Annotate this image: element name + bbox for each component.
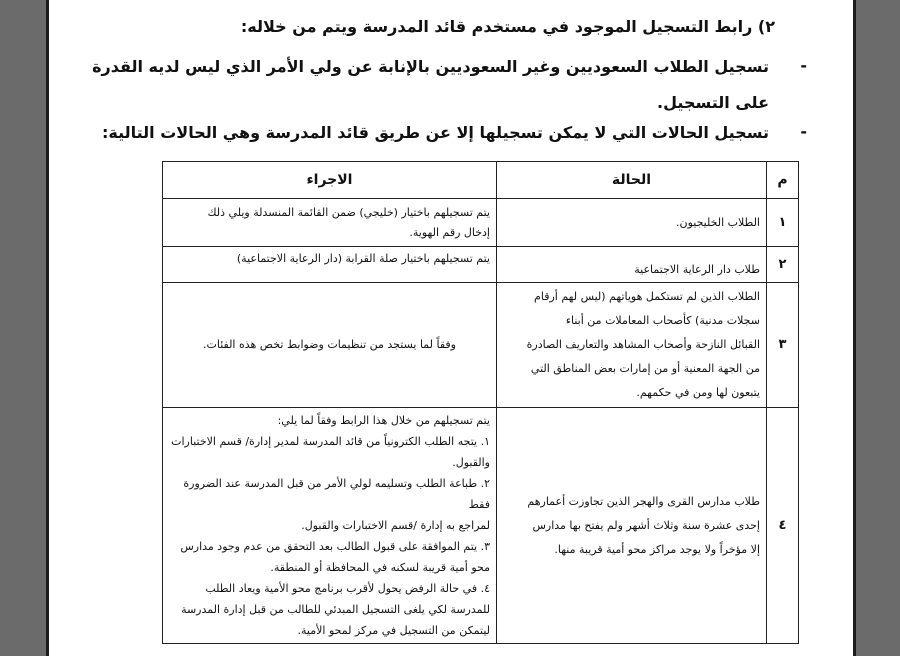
table-header-row xyxy=(163,162,799,199)
action-text: لمراجع به إدارة /قسم الاختبارات والقبول. xyxy=(301,519,490,532)
action-text: إدخال رقم الهوية. xyxy=(409,225,490,239)
case-text: يتبعون لها ومن في حكمهم. xyxy=(636,386,760,399)
case-text: القبائل النازحة وأصحاب المشاهد والتعاريف الصادرة xyxy=(526,338,760,351)
bullet-mark: - xyxy=(800,56,807,75)
document-page xyxy=(46,0,856,656)
case-text: الطلاب الخليجيون. xyxy=(676,215,760,229)
action-cell xyxy=(163,283,497,408)
case-text: من الجهة المعنية أو من إمارات بعض المناطق التي xyxy=(530,362,760,375)
action-cell xyxy=(163,247,497,283)
cases-table xyxy=(162,161,799,644)
action-text: ٤. في حالة الرفض يحول لأقرب برنامج محو الأمية ويعاد الطلب xyxy=(205,582,490,595)
row-number: ٤ xyxy=(767,408,799,644)
case-text: الطلاب الذين لم تستكمل هوياتهم (ليس لهم أرقام xyxy=(534,290,760,303)
case-cell xyxy=(497,283,767,408)
case-cell xyxy=(497,247,767,283)
action-text: للمدرسة لكي يلغى التسجيل المبدئي للطالب من قبل إدارة المدرسة xyxy=(181,603,490,616)
row-number: ١ xyxy=(767,199,799,247)
bullet-1-line-2: على التسجيل. xyxy=(657,93,769,112)
table-row xyxy=(163,283,799,408)
action-text: ٢. طباعة الطلب وتسليمه لولي الأمر من قبل المدرسة عند الضرورة فقط xyxy=(183,477,490,511)
case-text: إلا مؤخراً ولا يوجد مراكز محو أمية قريبة منها. xyxy=(554,542,760,556)
row-number: ٣ xyxy=(767,283,799,408)
case-text: طلاب مدارس القرى والهجر الذين تجاوزت أعمارهم xyxy=(527,494,760,508)
header-num: م xyxy=(767,162,799,199)
action-text: يتم تسجيلهم من خلال هذا الرابط وفقاً لما يلي: xyxy=(277,414,490,427)
action-cell xyxy=(163,199,497,247)
case-cell xyxy=(497,408,767,644)
case-text: إحدى عشرة سنة وثلاث أشهر ولم يفتح بها مدارس xyxy=(532,518,760,532)
action-text: يتم تسجيلهم باختيار (خليجي) ضمن القائمة المنسدلة ويلي ذلك xyxy=(207,205,490,219)
action-cell xyxy=(163,408,497,644)
bullet-2-line-1: تسجيل الحالات التي لا يمكن تسجيلها إلا عن طريق قائد المدرسة وهي الحالات التالية: xyxy=(101,123,769,142)
action-text: ليتمكن من التسجيل في مركز لمحو الأمية. xyxy=(297,624,490,637)
section-heading: ٢) رابط التسجيل الموجود في مستخدم قائد المدرسة ويتم من خلاله: xyxy=(240,17,775,36)
action-text: يتم تسجيلهم باختيار صلة القرابة (دار الرعاية الاجتماعية) xyxy=(236,252,490,265)
row-number: ٢ xyxy=(767,247,799,283)
header-case: الحالة xyxy=(497,162,767,199)
action-text: ١. يتجه الطلب الكترونياً من قائد المدرسة لمدير إدارة/ قسم الاختبارات xyxy=(171,435,490,448)
table-row xyxy=(163,408,799,644)
table-row xyxy=(163,199,799,247)
bullet-mark: - xyxy=(800,122,807,141)
action-text: ٣. يتم الموافقة على قبول الطالب بعد التحقق من عدم وجود مدارس xyxy=(180,540,490,553)
action-text: وفقاً لما يستجد من تنظيمات وضوابط تخص هذه الفئات. xyxy=(202,338,456,351)
table-row xyxy=(163,247,799,283)
header-action: الاجراء xyxy=(163,162,497,199)
case-cell xyxy=(497,199,767,247)
case-text: سجلات مدنية) كأصحاب المعاملات من أبناء xyxy=(565,314,760,327)
case-text: طلاب دار الرعاية الاجتماعية xyxy=(634,263,760,276)
action-text: والقبول. xyxy=(452,456,490,469)
action-text: محو أمية قريبة لسكنه في المحافظة أو المنطقة. xyxy=(270,561,490,574)
bullet-1-line-1: تسجيل الطلاب السعوديين وغير السعوديين بالإنابة عن ولي الأمر الذي ليس لديه القدرة xyxy=(92,57,769,76)
